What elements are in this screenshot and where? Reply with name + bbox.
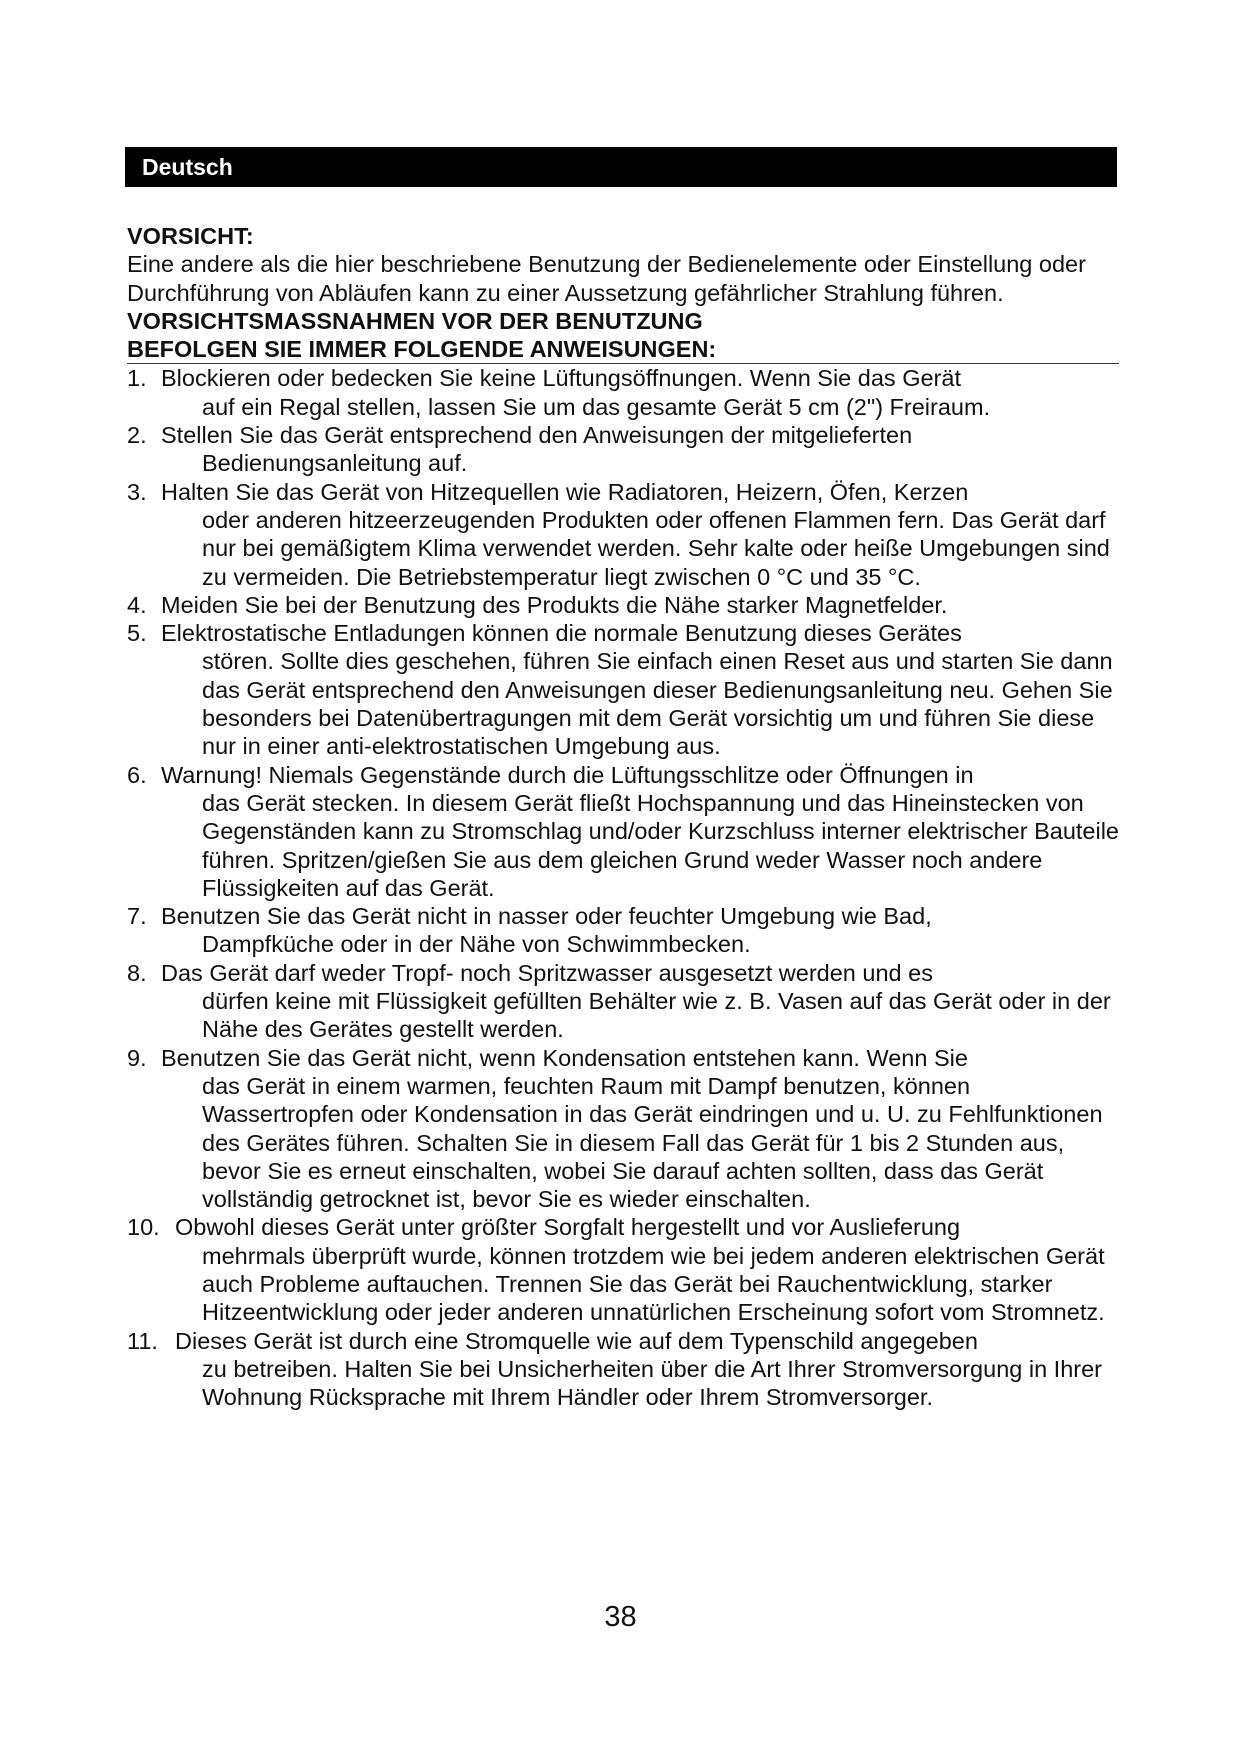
item-number: 3.	[127, 478, 147, 505]
language-label: Deutsch	[142, 154, 233, 180]
item-number: 4.	[127, 591, 147, 618]
list-item	[127, 619, 1119, 760]
item-text-rest: stören. Sollte dies geschehen, führen Sie einfach einen Reset aus und starten Sie dann das Gerät entsprechend den Anweisungen dieser Bedienungsanleitung neu. Gehen Sie besonders bei Datenübertragungen mit dem Gerät vorsichtig um und führen Sie diese nur in einer anti-elektrostatischen Umgebung aus.	[202, 648, 1113, 760]
item-text-rest: Bedienungsanleitung auf.	[202, 450, 468, 477]
list-item	[127, 1044, 1119, 1214]
item-text-first-line: Elektrostatische Entladungen können die normale Benutzung dieses Gerätes	[161, 620, 962, 647]
item-number: 11.	[127, 1327, 158, 1354]
item-text-rest: das Gerät in einem warmen, feuchten Raum mit Dampf benutzen, können Wassertropfen oder Kondensation in das Gerät eindringen und u. U. zu Fehlfunktionen des Gerätes führen. Schalten Sie in diesem Fall das Gerät für 1 bis 2 Stunden aus, bevor Sie es erneut einschalten, wobei Sie darauf achten sollten, dass das Gerät vollständig getrocknet ist, bevor Sie es wieder einschalten.	[202, 1072, 1103, 1213]
list-item	[127, 364, 1119, 421]
item-text-first-line: Stellen Sie das Gerät entsprechend den Anweisungen der mitgelieferten	[161, 422, 913, 449]
item-number: 8.	[127, 959, 147, 986]
item-text-first-line: Halten Sie das Gerät von Hitzequellen wie Radiatoren, Heizern, Öfen, Kerzen	[161, 478, 969, 505]
item-number: 10.	[127, 1214, 160, 1241]
item-number: 2.	[127, 422, 147, 449]
item-number: 1.	[127, 365, 147, 392]
item-text-first-line: Warnung! Niemals Gegenstände durch die Lüftungsschlitze oder Öffnungen in	[161, 761, 974, 788]
document-body	[127, 222, 1119, 1411]
caution-title: VORSICHT:	[127, 223, 254, 249]
item-text-rest: Dampfküche oder in der Nähe von Schwimmbecken.	[202, 931, 751, 958]
item-text-first-line: Dieses Gerät ist durch eine Stromquelle wie auf dem Typenschild angegeben	[175, 1327, 978, 1354]
item-text-rest: oder anderen hitzeerzeugenden Produkten oder offenen Flammen fern. Das Gerät darf nur bei gemäßigtem Klima verwendet werden. Sehr kalte oder heiße Umgebungen sind zu vermeiden. Die Betriebstemperatur liegt zwischen 0 °C und 35 °C.	[202, 506, 1110, 590]
list-item	[127, 761, 1119, 902]
list-item	[127, 1213, 1119, 1326]
item-text-rest: das Gerät stecken. In diesem Gerät fließt Hochspannung und das Hineinstecken von Gegenständen kann zu Stromschlag und/oder Kurzschluss interner elektrischer Bauteile führen. Spritzen/gießen Sie aus dem gleichen Grund weder Wasser noch andere Flüssigkeiten auf das Gerät.	[202, 789, 1120, 901]
item-number: 9.	[127, 1044, 147, 1071]
list-item	[127, 591, 1119, 619]
item-text-rest: auf ein Regal stellen, lassen Sie um das gesamte Gerät 5 cm (2") Freiraum.	[202, 393, 991, 420]
caution-text: Eine andere als die hier beschriebene Benutzung der Bedienelemente oder Einstellung oder Durchführung von Abläufen kann zu einer Aussetzung gefährlicher Strahlung führen.	[127, 251, 1086, 306]
item-number: 7.	[127, 903, 147, 930]
item-text-rest: mehrmals überprüft wurde, können trotzdem wie bei jedem anderen elektrischen Gerät auch Probleme auftauchen. Trennen Sie das Gerät bei Rauchentwicklung, starker Hitzeentwicklung oder jeder anderen unnatürlichen Erscheinung sofort vom Stromnetz.	[202, 1242, 1105, 1326]
list-item	[127, 959, 1119, 1044]
precautions-list	[127, 364, 1119, 1411]
item-text-rest: dürfen keine mit Flüssigkeit gefüllten Behälter wie z. B. Vasen auf das Gerät oder in der Nähe des Gerätes gestellt werden.	[202, 988, 1111, 1043]
item-text-first-line: Benutzen Sie das Gerät nicht, wenn Kondensation entstehen kann. Wenn Sie	[161, 1044, 968, 1071]
list-item	[127, 478, 1119, 591]
item-text-first-line: Obwohl dieses Gerät unter größter Sorgfalt hergestellt und vor Auslieferung	[175, 1214, 961, 1241]
language-header	[125, 147, 1117, 187]
item-text-first-line: Benutzen Sie das Gerät nicht in nasser oder feuchter Umgebung wie Bad,	[161, 903, 932, 930]
item-text-first-line: Das Gerät darf weder Tropf- noch Spritzwasser ausgesetzt werden und es	[161, 959, 933, 986]
precautions-title: VORSICHTSMASSNAHMEN VOR DER BENUTZUNG	[127, 307, 703, 334]
list-item	[127, 902, 1119, 959]
page-number: 38	[604, 1601, 637, 1633]
list-item	[127, 421, 1119, 478]
item-number: 5.	[127, 620, 147, 647]
item-text-first-line: Meiden Sie bei der Benutzung des Produkts die Nähe starker Magnetfelder.	[161, 591, 948, 618]
item-text-first-line: Blockieren oder bedecken Sie keine Lüftungsöffnungen. Wenn Sie das Gerät	[161, 365, 961, 392]
item-text-rest: zu betreiben. Halten Sie bei Unsicherheiten über die Art Ihrer Stromversorgung in Ihrer Wohnung Rücksprache mit Ihrem Händler oder Ihrem Stromversorger.	[202, 1355, 1102, 1411]
precautions-subtitle: BEFOLGEN SIE IMMER FOLGENDE ANWEISUNGEN:	[127, 335, 1119, 364]
list-item	[127, 1327, 1119, 1412]
item-number: 6.	[127, 761, 147, 788]
